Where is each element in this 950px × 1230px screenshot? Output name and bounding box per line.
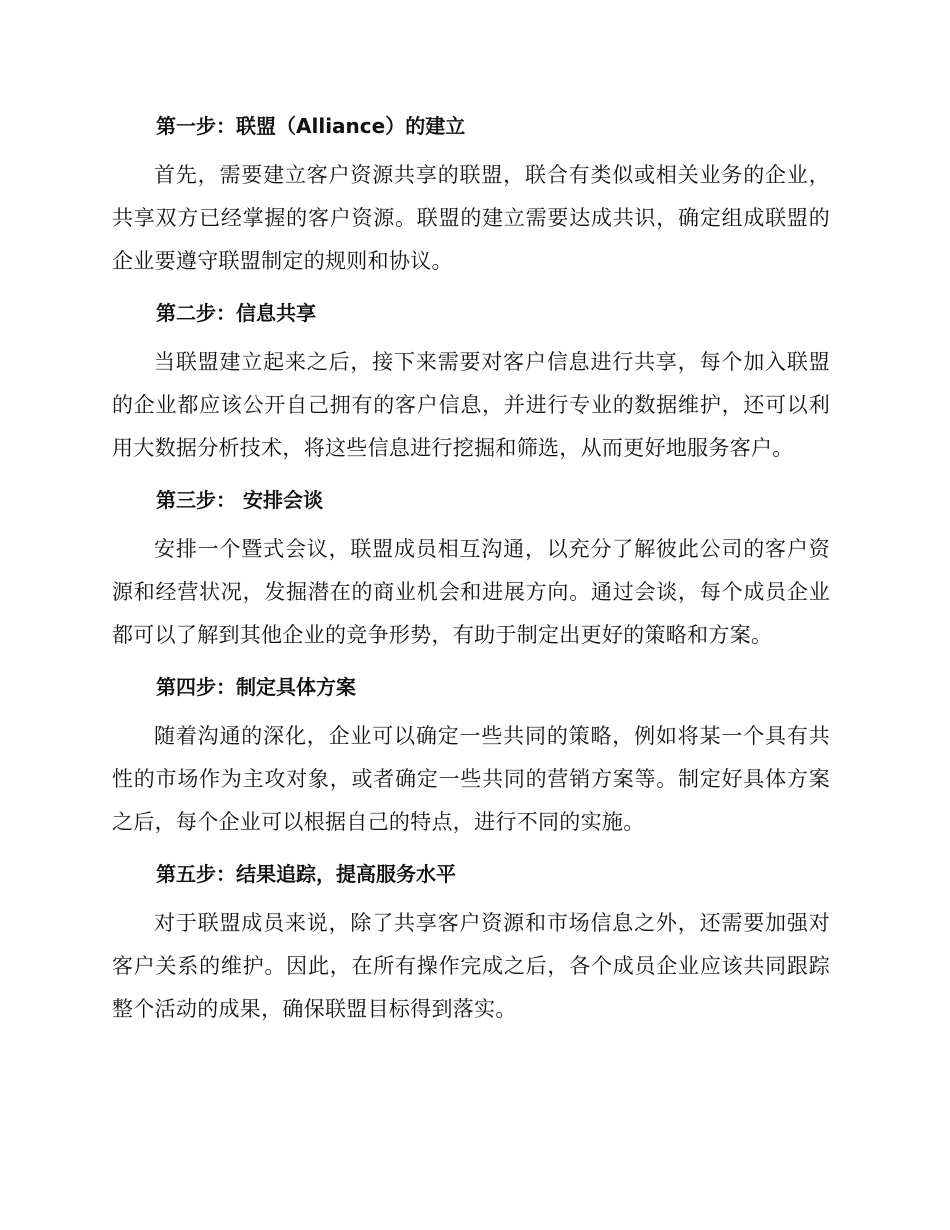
section-paragraph: 安排一个暨式会议，联盟成员相互沟通，以充分了解彼此公司的客户资源和经营状况，发掘潜在的商业机会和进展方向。通过会谈，每个成员企业都可以了解到其他企业的竞争形势，有助于制定出更好的策略和方案。 [112, 537, 830, 647]
section-heading: 第五步：结果追踪，提高服务水平 [156, 862, 456, 886]
section-paragraph: 当联盟建立起来之后，接下来需要对客户信息进行共享，每个加入联盟的企业都应该公开自己拥有的客户信息，并进行专业的数据维护，还可以利用大数据分析技术，将这些信息进行挖掘和筛选，从而更好地服务客户。 [112, 350, 830, 460]
section-heading: 第一步：联盟（Alliance）的建立 [156, 114, 466, 138]
section-paragraph: 对于联盟成员来说，除了共享客户资源和市场信息之外，还需要加强对客户关系的维护。因此，在所有操作完成之后，各个成员企业应该共同跟踪整个活动的成果，确保联盟目标得到落实。 [112, 911, 830, 1021]
section-5 [112, 858, 830, 1031]
section-heading: 第二步：信息共享 [156, 301, 316, 325]
section-4 [112, 671, 830, 844]
section-paragraph: 首先，需要建立客户资源共享的联盟，联合有类似或相关业务的企业，共享双方已经掌握的客户资源。联盟的建立需要达成共识，确定组成联盟的企业要遵守联盟制定的规则和协议。 [112, 163, 830, 273]
section-1 [112, 110, 830, 283]
section-heading: 第三步： 安排会谈 [156, 488, 323, 512]
section-3 [112, 484, 830, 657]
section-paragraph: 随着沟通的深化，企业可以确定一些共同的策略，例如将某一个具有共性的市场作为主攻对象，或者确定一些共同的营销方案等。制定好具体方案之后，每个企业可以根据自己的特点，进行不同的实施。 [112, 724, 830, 834]
section-heading: 第四步：制定具体方案 [156, 675, 356, 699]
section-2 [112, 297, 830, 470]
